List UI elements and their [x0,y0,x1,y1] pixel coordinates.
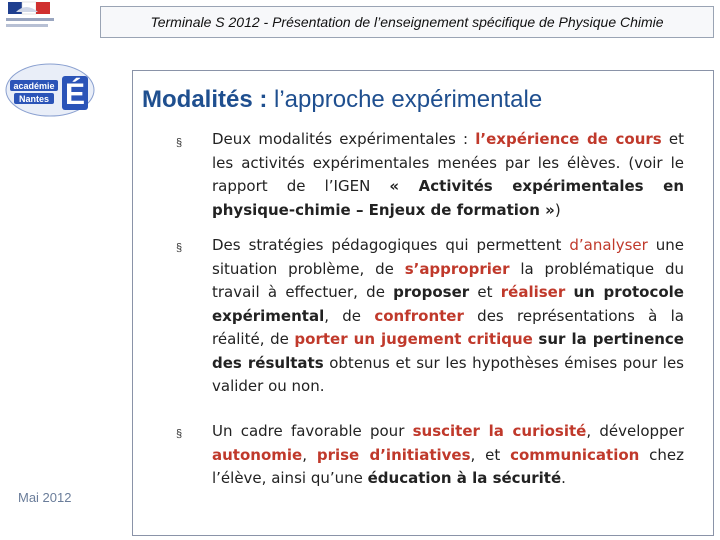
date-label: Mai 2012 [18,490,72,505]
bullet-marker-3: § [176,428,183,440]
svg-text:Nantes: Nantes [18,94,50,104]
bullet-2-run: réaliser [500,283,566,301]
bullet-text-3 [212,420,684,491]
bullet-2-run: s’approprier [404,259,510,278]
bullet-2-run: et [469,283,501,301]
bullet-3-run: éducation à la sécurité [367,469,562,487]
bullet-2-run: , de [324,306,375,325]
slide-title-bold: Modalités : [142,86,275,113]
slide-title [142,86,542,114]
bullet-3-run: prise d’initiatives [316,445,471,464]
bullet-2-run: une situation problème, de [212,236,684,278]
svg-text:académie: académie [13,81,55,91]
bullet-3-run: communication [510,445,640,464]
bullet-2-run [565,283,573,301]
bullet-2-run: confronter [374,306,464,325]
bullet-2-run: proposer [393,283,470,301]
header-title: Terminale S 2012 - Présentation de l’enseignement spécifique de Physique Chimie [150,14,664,30]
bullet-1-run: et les activités expérimentales menées par les élèves. (voir le rapport de l’IGEN [212,130,684,195]
bullet-2-run: des représentations à la réalité, de [212,306,685,348]
bullet-1-run: l’expérience de cours [475,130,662,148]
bullet-1-run: « Activités expérimentales en physique-chimie – Enjeux de formation » [212,177,684,219]
academie-nantes-logo [4,58,96,118]
bullet-2-run: sur la pertinence des résultats [212,330,684,372]
bullet-3-run: autonomie [212,445,303,464]
bullet-3-run: , [302,445,317,464]
bullet-3-run: , développer [586,422,684,440]
bullet-3-run: , et [470,445,511,464]
bullet-2-run: un protocole expérimental [212,283,684,325]
bullet-2-run: d’analyser [569,236,648,254]
slide-title-rest: l’approche expérimentale [274,86,543,113]
slide-header [100,6,714,38]
bullet-3-run: Un cadre favorable pour [212,422,413,440]
republique-francaise-logo [2,0,58,34]
bullet-3-run: . [561,469,566,487]
bullet-2-run: obtenus et sur les hypothèses émises pour les valider ou non. [212,353,684,395]
bullet-marker-1: § [176,137,183,149]
bullet-3-run: susciter la curiosité [412,422,587,440]
bullet-2-run: porter un jugement critique [294,330,533,348]
bullet-text-2 [212,234,684,399]
bullet-2-run: la problématique du travail à effectuer, de [212,259,684,301]
bullet-1-run: ) [554,200,561,219]
svg-text:É: É [64,78,86,111]
bullet-text-1 [212,128,684,222]
bullet-3-run: chez l’élève, ainsi qu’une [212,445,685,487]
bullet-1-run: Deux modalités expérimentales : [212,130,476,148]
bullet-2-run: Des stratégies pédagogiques qui permettent [212,236,570,254]
bullet-marker-2: § [176,242,183,254]
